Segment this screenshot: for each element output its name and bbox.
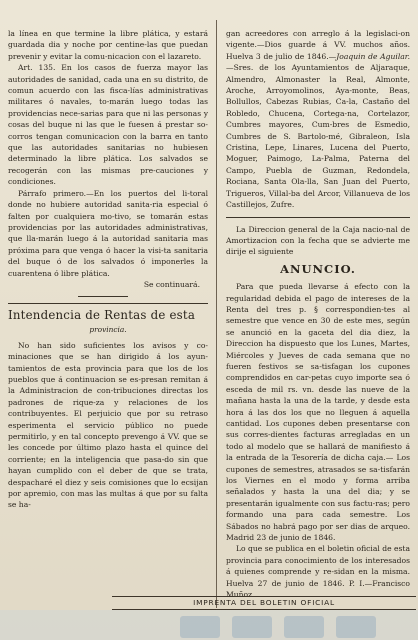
right-paragraph-1-text: gan acreedores con arreglo á la legislaci-on vigente.—Dios guarde á VV. muchos años. Huelva 3 de julio de 1846.— [226, 29, 410, 61]
right-separator [226, 217, 410, 218]
intendencia-notice: No han sido suficientes los avisos y co-minaciones que se han dirigido á los ayun-tamientos de esta provincia para que los de los pueblos que á continuacion se es-presan remitan á la Administracion de con-tribuciones directas los padrones de rique-za y relaciones de los contribuyentes. El perjuicio que por su retraso esperimenta el servicio público no puede permitirlo, y en tal concepto prevengo á VV. que se les concede por último plazo hasta el quince del corriente; en la inteligencia que pasa-do sin que hayan cumplido con el deber de que se trata, despacharé el diez y seis comisiones que lo ecsijan por apremio, con mas las multas á que por su falta se ha- [8, 340, 208, 510]
article-135: Art. 135. En los casos de fuerza mayor las autoridades de sanidad, cada una en su distrito, de comun acuerdo con las fisca-lías administrativas militares ó navales, to-marán luego todas las providencias nece-sarias para que ni las personas y cosas del buque ni las que le fuesen á prestar so-corros tengan comunicacion con la barra en tanto que las autoridades sanitarias no hubiesen determinado la libre plática. Los salvados se recogerán con las mismas pre-cauciones y condiciones. [8, 63, 208, 187]
signatory-name: Joaquin de Aguilar. [336, 51, 411, 61]
left-column [8, 28, 208, 511]
anuncio-body: Para que pueda llevarse á efecto con la regularidad debida el pago de intereses de la Renta del tres p. § correspondien-tes al semestre que vence en 30 de este mes, según se anunció en la gaceta del dia diez, la Direccion ha dispuesto que los Lunes, Martes, Miércoles y Jueves de cada semana que no fueren festivos se sa-tisfagan los cupones comprendidos en car-petas cuyo importe sea ó esceda de mil rs. vn. desde las nueve de la mañana hasta la una de la tarde, y desde esta hora á las dos los que no lleguen á aquella cantidad. Los cupones deben presentarse con sus corres-dientes facturas arregladas en un todo al modelo que se hallará de manifiesto á la entrada de la Tesorería de dicha caja.— Los cupones de semestres, atrasados se sa-tisfarán los Viernes en el modo y forma arriba señalados y hasta la una del dia; y se presentarán igualmente con sus factu-ras; pero formando una para cada semestre. Los Sábados no habrá pago por ser dias de arqueo. Madrid 23 de junio de 1846. [226, 282, 410, 543]
section-separator [78, 296, 128, 297]
left-paragraph-1: la línea en que termine la libre plática, y estará guardada dia y noche por centine-las que puedan prevenir y evitar la comu-nicacion con el lazareto. [8, 29, 208, 61]
archive-watermark [0, 610, 418, 640]
anuncio-heading: ANUNCIO. [280, 261, 356, 276]
continuation-note: Se continuará. [143, 279, 200, 289]
publication-note: Lo que se publica en el boletin oficial de esta provincia para conocimiento de los interesados á quienes comprende y re-sidan en la misma. Huelva 27 de junio de 1846. P. I.—Francisco Muñoz. [226, 544, 410, 600]
direccion-general-intro: La Direccion general de la Caja nacio-nal de Amortizacion con la fecha que se advierte me dirije el siguiente [226, 224, 410, 257]
section-title: Intendencia de Rentas de esta [8, 308, 196, 323]
right-paragraph-1 [226, 28, 410, 211]
column-divider [216, 20, 217, 608]
section-header-block [8, 303, 208, 335]
paragraph-primero: Párrafo primero.—En los puertos del li-toral donde no hubiere autoridad sanita-ria especial ó falten por cualquiera mo-tivo, se tomarán estas providencias por las autoridades administrativas, que lla-marán luego á la autoridad sanitaria mas próxima para que venga ó hacer la visi-ta sanitaria del buque ó de los salvados ó imponerles la cuarentena ó libre plática. [8, 188, 208, 278]
right-column [226, 28, 410, 601]
section-subtitle: provincia. [89, 325, 127, 335]
printer-footer: IMPRENTA DEL BOLETIN OFICIAL [112, 596, 416, 610]
ayuntamientos-list: —Sres. de los Ayuntamientos de Aljaraque, Almendro, Almonaster la Real, Almonte, Aroche, Arroyomolinos, Aya-monte, Beas, Bollullos, Cabezas Rubias, Ca-la, Castaño del Robledo, Chucena, Cortega-na, Cortelazor, Cumbres mayores, Cum-bres de Esmedio, Cumbres de S. Bartolo-mé, Gibraleon, Isla Cristina, Lepe, Linares, Lucena del Puerto, Moguer, Paimogo, La-Palma, Paterna del Campo, Puebla de Guzman, Redondela, Rociana, Santa Ola-lla, San Juan del Puerto, Trigueros, Villal-ba del Arcor, Villanueva de los Castillejos, Zufre. [226, 63, 410, 210]
